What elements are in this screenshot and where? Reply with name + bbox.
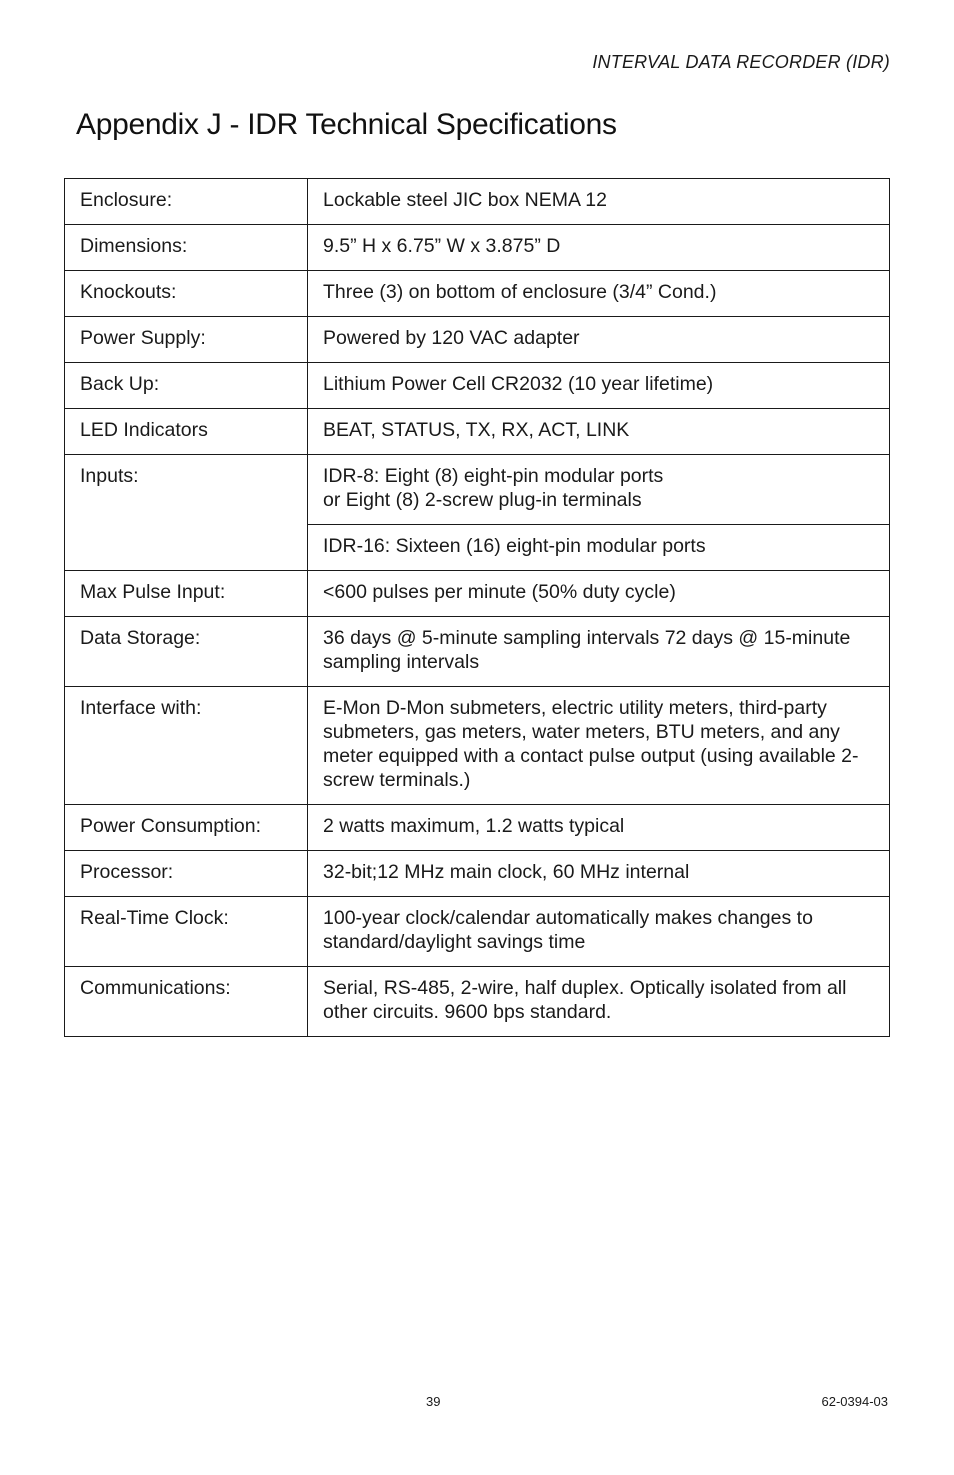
spec-value: 32-bit;12 MHz main clock, 60 MHz internal [308, 851, 890, 897]
spec-label: Max Pulse Input: [65, 571, 308, 617]
spec-row-power-consumption [65, 805, 890, 851]
spec-label: Real-Time Clock: [65, 897, 308, 967]
spec-row-data-storage [65, 617, 890, 687]
spec-value-line: IDR-8: Eight (8) eight-pin modular ports [323, 465, 664, 487]
spec-label: Dimensions: [65, 225, 308, 271]
spec-row-real-time-clock [65, 897, 890, 967]
spec-row-led-indicators [65, 409, 890, 455]
spec-label: Back Up: [65, 363, 308, 409]
spec-row-power-supply [65, 317, 890, 363]
page-title: Appendix J - IDR Technical Specifications [76, 108, 617, 141]
spec-value: <600 pulses per minute (50% duty cycle) [308, 571, 890, 617]
spec-value: Lithium Power Cell CR2032 (10 year lifetime) [308, 363, 890, 409]
spec-value: IDR-16: Sixteen (16) eight-pin modular ports [308, 525, 890, 571]
spec-row-max-pulse-input [65, 571, 890, 617]
spec-label: Power Supply: [65, 317, 308, 363]
spec-value: 2 watts maximum, 1.2 watts typical [308, 805, 890, 851]
spec-label: Enclosure: [65, 179, 308, 225]
spec-row-back-up [65, 363, 890, 409]
spec-value: E-Mon D-Mon submeters, electric utility meters, third-party submeters, gas meters, water meters, BTU meters, and any meter equipped with a contact pulse output (using available 2-screw terminals.) [308, 687, 890, 805]
spec-label: Data Storage: [65, 617, 308, 687]
spec-label: LED Indicators [65, 409, 308, 455]
spec-value: Powered by 120 VAC adapter [308, 317, 890, 363]
spec-value-line: or Eight (8) 2-screw plug-in terminals [323, 489, 642, 511]
spec-row-interface-with [65, 687, 890, 805]
spec-row-enclosure [65, 179, 890, 225]
spec-value: Three (3) on bottom of enclosure (3/4” Cond.) [308, 271, 890, 317]
spec-label: Power Consumption: [65, 805, 308, 851]
spec-value: 9.5” H x 6.75” W x 3.875” D [308, 225, 890, 271]
spec-row-inputs [65, 455, 890, 525]
spec-row-communications [65, 967, 890, 1037]
spec-value: Lockable steel JIC box NEMA 12 [308, 179, 890, 225]
spec-value [308, 455, 890, 525]
spec-row-dimensions [65, 225, 890, 271]
spec-label: Processor: [65, 851, 308, 897]
spec-label: Inputs: [65, 455, 308, 571]
spec-value: 36 days @ 5-minute sampling intervals 72 days @ 15-minute sampling intervals [308, 617, 890, 687]
running-header: INTERVAL DATA RECORDER (IDR) [592, 52, 890, 72]
spec-row-processor [65, 851, 890, 897]
spec-label: Knockouts: [65, 271, 308, 317]
spec-label: Communications: [65, 967, 308, 1037]
spec-table [64, 178, 890, 1037]
spec-row-knockouts [65, 271, 890, 317]
document-number: 62-0394-03 [821, 1394, 888, 1409]
spec-value: Serial, RS-485, 2-wire, half duplex. Optically isolated from all other circuits. 9600 bps standard. [308, 967, 890, 1037]
page-number: 39 [426, 1394, 441, 1409]
spec-value: BEAT, STATUS, TX, RX, ACT, LINK [308, 409, 890, 455]
spec-value: 100-year clock/calendar automatically makes changes to standard/daylight savings time [308, 897, 890, 967]
spec-label: Interface with: [65, 687, 308, 805]
